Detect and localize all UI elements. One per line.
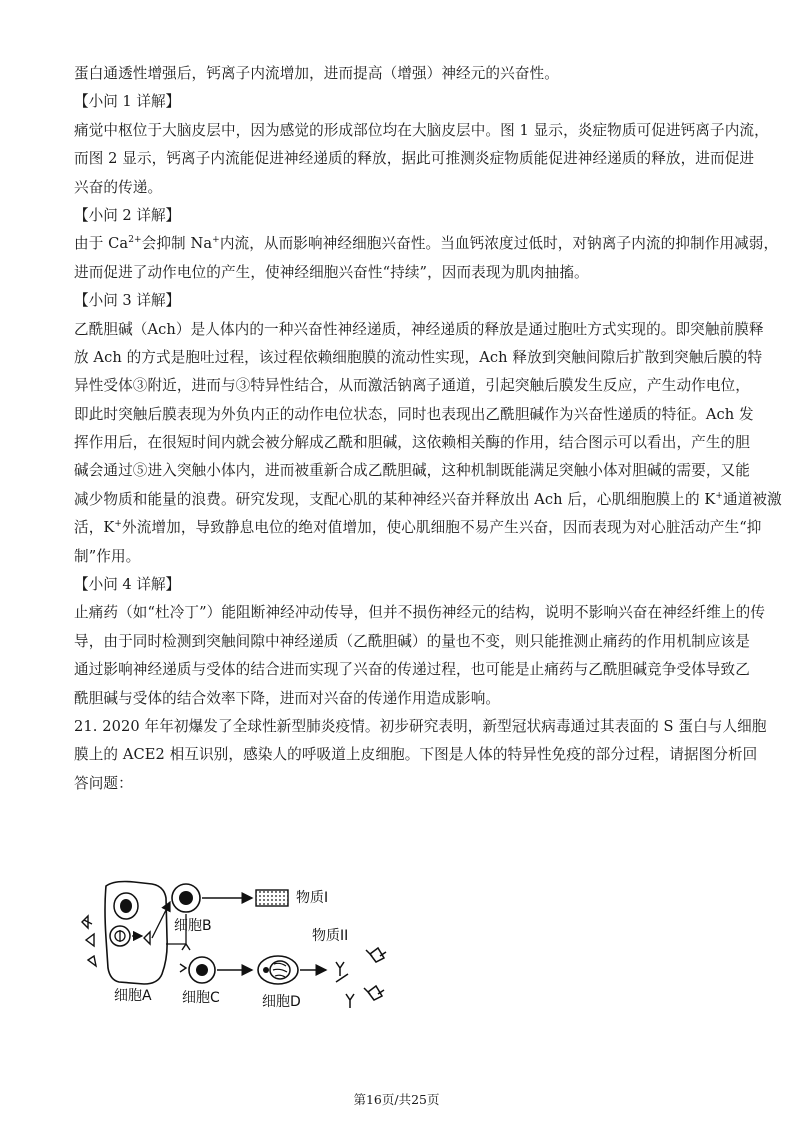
page-footer: 第16页/共25页 [353,1092,440,1107]
section-heading-q2: 【小问 2 详解】 [74,206,181,224]
antigen-icon [144,932,150,944]
antigen-antibody-complex-icon [366,948,386,962]
text-line: 通过影响神经递质与受体的结合进而实现了兴奋的传递过程，也可能是止痛药与乙酰胆碱竞争受体导致乙 [74,661,750,679]
question-21-line: 21. 2020 年年初爆发了全球性新型肺炎疫情。初步研究表明，新型冠状病毒通过其表面的 S 蛋白与人细胞 [74,717,767,735]
antibody-icon [336,962,344,976]
text-line: 蛋白通透性增强后，钙离子内流增加，进而提高（增强）神经元的兴奋性。 [74,65,559,82]
antigen-antibody-complex-icon [364,986,384,1000]
text-line: 挥作用后，在很短时间内就会被分解成乙酰和胆碱，这依赖相关酶的作用，结合图示可以看出，产生的胆 [74,434,750,452]
text-line: 放 Ach 的方式是胞吐过程，该过程依赖细胞膜的流动性实现，Ach 释放到突触间隙后扩散到突触后膜的特 [74,348,763,366]
antibody-icon [346,994,354,1008]
document-body [74,60,782,798]
question-21-line: 答问题： [74,774,133,792]
material-1-label: 物质I [296,890,329,906]
text-line: 进而促进了动作电位的产生，使神经细胞兴奋性“持续”，因而表现为肌肉抽搐。 [74,263,589,281]
cell-a-nucleus-core [120,899,132,913]
receptor-icon [180,964,186,972]
text-line: 止痛药（如“杜冷丁”）能阻断神经冲动传导，但并不损伤神经元的结构，说明不影响兴奋在神经纤维上的传 [74,604,766,622]
text-span: 内流，从而影响神经细胞兴奋性。当血钙浓度过低时，对钠离子内流的抑制作用减弱， [219,235,779,253]
text-line: 兴奋的传递。 [74,178,163,196]
text-span: 由于 Ca [74,235,129,253]
text-line [74,486,782,514]
text-line: 异性受体③附近，进而与③特异性结合，从而激活钠离子通道，引起突触后膜发生反应，产生动作电位， [74,377,750,395]
text-line: 即此时突触后膜表现为外负内正的动作电位状态，同时也表现出乙酰胆碱作为兴奋性递质的特征。Ach 发 [74,405,754,423]
cell-b-label: 细胞B [174,918,212,934]
text-line: 碱会通过⑤进入突触小体内，进而被重新合成乙酰胆碱，这种机制既能满足突触小体对胆碱的需要，又能 [74,462,750,480]
cell-d-label: 细胞D [262,994,301,1010]
section-heading-q3: 【小问 3 详解】 [74,292,181,310]
cell-b-nucleus [179,891,193,905]
immune-process-figure [74,878,414,1018]
question-21-line: 膜上的 ACE2 相互识别，感染人的呼吸道上皮细胞。下图是人体的特异性免疫的部分过程，请据图分析回 [74,746,758,764]
superscript: 2+ [128,235,142,246]
antibody-icon [336,974,348,982]
antigen-icon [88,956,96,966]
cell-c-nucleus [196,964,208,976]
antigen-icon [82,916,92,928]
text-line: 乙酰胆碱（Ach）是人体内的一种兴奋性神经递质，神经递质的释放是通过胞吐方式实现的。即突触前膜释 [74,320,764,338]
text-span: 减少物质和能量的浪费。研究发现，支配心肌的某种神经兴奋并释放出 Ach 后，心肌细胞膜上的 K [74,490,716,508]
material-1-box [256,890,288,906]
cell-d-er [273,963,287,977]
material-2-label: 物质II [312,928,349,944]
receptor-icon [182,944,190,950]
superscript: + [715,491,724,501]
section-heading-q1: 【小问 1 详解】 [74,93,181,111]
text-line [74,514,762,542]
text-line: 而图 2 显示，钙离子内流能促进神经递质的释放，据此可推测炎症物质能促进神经递质的释放，进而促进 [74,150,755,168]
cell-d-dot [263,967,269,973]
superscript: + [114,519,123,530]
cell-c-label: 细胞C [182,990,220,1006]
cell-a-label: 细胞A [114,988,152,1004]
text-line: 导，由于同时检测到突触间隙中神经递质（乙酰胆碱）的量也不变，则只能推测止痛药的作用机制应该是 [74,632,750,650]
text-line: 酰胆碱与受体的结合效率下降，进而对兴奋的传递作用造成影响。 [74,689,501,707]
text-span: 活，K [74,519,115,537]
text-line: 制”作用。 [74,547,141,565]
section-heading-q4: 【小问 4 详解】 [74,576,181,594]
antigen-icon [86,934,94,946]
text-span: 通道被激 [723,490,782,508]
superscript: + [212,235,220,246]
text-line: 痛觉中枢位于大脑皮层中，因为感觉的形成部位均在大脑皮层中。图 1 显示，炎症物质可促进钙离子内流， [74,121,769,139]
text-span: 会抑制 Na [141,235,213,253]
cell-a-outline [105,882,167,985]
text-line [74,230,779,258]
text-span: 外流增加，导致静息电位的绝对值增加，使心肌细胞不易产生兴奋，因而表现为对心脏活动产生“抑 [122,519,762,537]
